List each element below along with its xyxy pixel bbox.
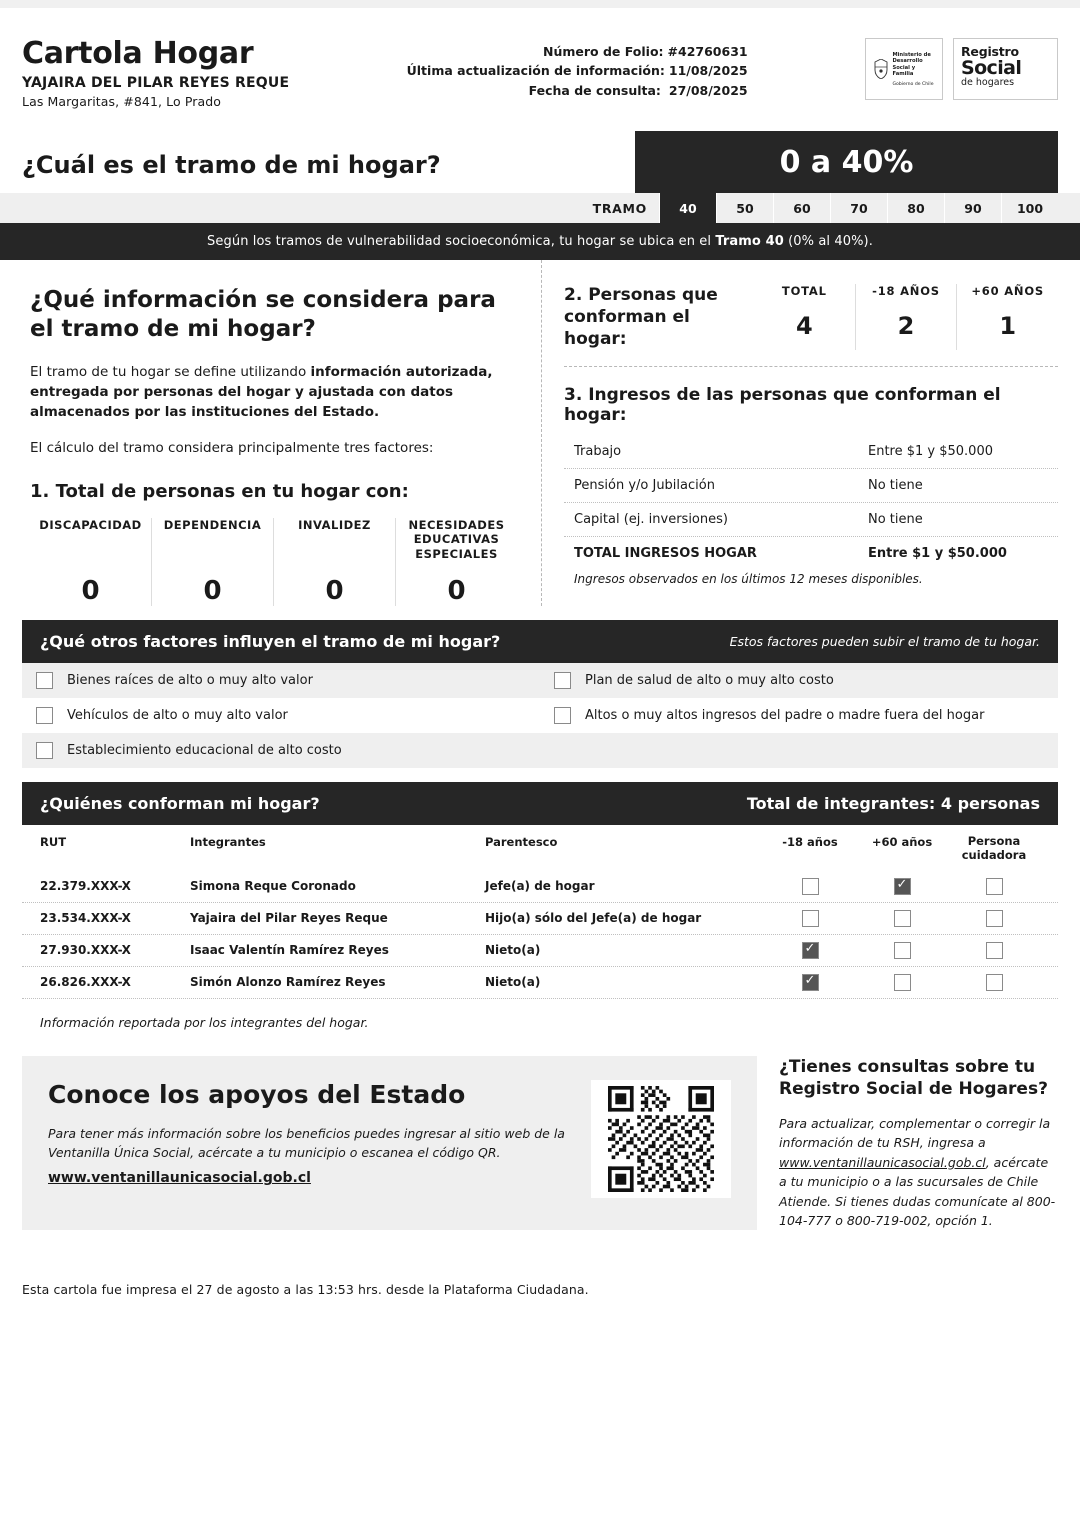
check-bienes-raices[interactable] bbox=[22, 663, 540, 698]
cell-parentesco: Nieto(a) bbox=[485, 975, 541, 990]
apoyos-text: Para tener más información sobre los beneficios puedes ingresar al sitio web de la Ventanilla Única Social, acércate a tu municipio o escanea el código QR. bbox=[48, 1125, 565, 1160]
document-header bbox=[0, 8, 1080, 109]
checkbox-icon[interactable] bbox=[36, 742, 53, 759]
tramo-tick-90: 90 bbox=[944, 193, 1001, 223]
table-row bbox=[22, 935, 1058, 967]
info-p1-pre: El tramo de tu hogar se define utilizando bbox=[30, 363, 311, 380]
coat-of-arms-icon bbox=[874, 59, 888, 79]
ingresos-total-label: TOTAL INGRESOS HOGAR bbox=[574, 546, 757, 562]
rsh-line-1: Registro bbox=[961, 44, 1019, 59]
col-menor18: -18 años bbox=[782, 835, 838, 850]
cell-rut: 26.826.XXX-X bbox=[40, 975, 131, 990]
factor-value: 0 bbox=[447, 576, 466, 607]
ministry-line-2: Desarrollo bbox=[892, 58, 923, 64]
update-label: Última actualización de información: bbox=[406, 63, 665, 79]
strip-bold: Tramo 40 bbox=[715, 234, 784, 249]
personas-col-header: -18 AÑOS bbox=[872, 284, 940, 298]
cell-cuidadora bbox=[948, 942, 1040, 959]
col-parentesco: Parentesco bbox=[485, 835, 558, 850]
factor-discapacidad bbox=[30, 518, 152, 607]
ingresos-row-trabajo bbox=[564, 435, 1058, 469]
tramo-scale-label: TRAMO bbox=[592, 201, 647, 216]
ingresos-note: Ingresos observados en los últimos 12 meses disponibles. bbox=[574, 572, 923, 587]
hogar-band bbox=[22, 782, 1058, 825]
cell-rut: 22.379.XXX-X bbox=[40, 879, 131, 894]
ingresos-title: 3. Ingresos de las personas que conforman el hogar: bbox=[564, 385, 1001, 426]
top-margin bbox=[0, 0, 1080, 8]
check-label: Altos o muy altos ingresos del padre o madre fuera del hogar bbox=[585, 708, 985, 724]
cell-nombre: Isaac Valentín Ramírez Reyes bbox=[190, 943, 389, 958]
check-label: Establecimiento educacional de alto costo bbox=[67, 743, 342, 759]
personas-col-value: 1 bbox=[999, 312, 1017, 340]
ingresos-key: Capital (ej. inversiones) bbox=[574, 512, 728, 528]
tramo-tick-100: 100 bbox=[1001, 193, 1058, 223]
cell-rut: 23.534.XXX-X bbox=[40, 911, 131, 926]
factor-necesidades-educativas bbox=[396, 518, 517, 607]
personas-col-value: 4 bbox=[795, 312, 813, 340]
hogar-footnote: Información reportada por los integrantes del hogar. bbox=[40, 1014, 369, 1030]
ingresos-row-total bbox=[564, 537, 1058, 570]
checkbox-icon[interactable] bbox=[986, 910, 1003, 927]
checkbox-icon[interactable] bbox=[36, 672, 53, 689]
table-row bbox=[22, 871, 1058, 903]
hogar-title: ¿Quiénes conforman mi hogar? bbox=[40, 794, 320, 814]
otros-factores-band bbox=[22, 620, 1058, 663]
cell-cuidadora bbox=[948, 878, 1040, 895]
ingresos-value: No tiene bbox=[868, 512, 923, 528]
apoyos-title: Conoce los apoyos del Estado bbox=[48, 1079, 466, 1109]
check-ingresos-padre-madre[interactable] bbox=[540, 698, 1058, 733]
rsh-line-3: de hogares bbox=[961, 77, 1015, 89]
otros-checks bbox=[22, 663, 1058, 768]
checkbox-icon[interactable] bbox=[986, 942, 1003, 959]
col-cuidadora: Persona cuidadora bbox=[961, 834, 1027, 863]
info-section-1-title: 1. Total de personas en tu hogar con: bbox=[30, 480, 409, 502]
person-name: YAJAIRA DEL PILAR REYES REQUE bbox=[22, 75, 290, 91]
check-label: Bienes raíces de alto o muy alto valor bbox=[67, 673, 313, 689]
tramo-section bbox=[0, 131, 1080, 193]
col-rut: RUT bbox=[40, 835, 67, 850]
cell-cuidadora bbox=[948, 974, 1040, 991]
folio-label: Número de Folio: bbox=[543, 44, 664, 59]
info-paragraph-2: El cálculo del tramo considera principalmente tres factores: bbox=[30, 440, 434, 457]
checkbox-icon[interactable] bbox=[894, 942, 911, 959]
checkbox-icon[interactable] bbox=[802, 878, 819, 895]
cell-menor18 bbox=[764, 878, 856, 895]
info-paragraph-1 bbox=[30, 362, 517, 423]
apoyos-card bbox=[22, 1056, 757, 1230]
tramo-tick-50: 50 bbox=[716, 193, 773, 223]
tramo-tick-60: 60 bbox=[773, 193, 830, 223]
checkbox-icon[interactable] bbox=[554, 707, 571, 724]
ingresos-key: Trabajo bbox=[574, 444, 622, 460]
factor-label: DISCAPACIDAD bbox=[39, 517, 142, 532]
personas-cols bbox=[754, 284, 1058, 350]
consultas-p1: Para actualizar, complementar o corregir la información de tu RSH, ingresa a bbox=[779, 1116, 1051, 1151]
query-label: Fecha de consulta: bbox=[528, 82, 661, 98]
rsh-logo bbox=[953, 38, 1058, 100]
person-address: Las Margaritas, #841, Lo Prado bbox=[22, 94, 222, 109]
check-vehiculos[interactable] bbox=[22, 698, 540, 733]
header-identity bbox=[22, 36, 289, 109]
checkbox-icon[interactable] bbox=[986, 878, 1003, 895]
ministry-line-1: Ministerio de bbox=[892, 51, 931, 58]
checkbox-icon[interactable] bbox=[554, 672, 571, 689]
ingresos-value: Entre $1 y $50.000 bbox=[868, 444, 993, 460]
ministry-line-3: Social y bbox=[892, 64, 916, 71]
ingresos-row-capital bbox=[564, 503, 1058, 537]
ministry-gov: Gobierno de Chile bbox=[892, 81, 934, 87]
rsh-line-2: Social bbox=[961, 57, 1022, 79]
cell-parentesco: Jefe(a) de hogar bbox=[485, 879, 595, 894]
print-note: Esta cartola fue impresa el 27 de agosto a las 13:53 hrs. desde la Plataforma Ciudadana. bbox=[22, 1282, 589, 1298]
ministry-logo bbox=[865, 38, 943, 100]
cell-mayor60 bbox=[856, 974, 948, 991]
cell-mayor60 bbox=[856, 910, 948, 927]
col-integrantes: Integrantes bbox=[190, 835, 266, 850]
check-empty-slot bbox=[540, 733, 1058, 768]
info-title: ¿Qué información se considera para el tramo de mi hogar? bbox=[30, 287, 496, 342]
consultas-text bbox=[779, 1114, 1058, 1230]
factor-value: 0 bbox=[203, 575, 222, 606]
checkbox-icon[interactable] bbox=[894, 910, 911, 927]
apoyos-link[interactable]: www.ventanillaunicasocial.gob.cl bbox=[48, 1170, 311, 1187]
table-row bbox=[22, 903, 1058, 935]
header-logos bbox=[865, 36, 1058, 100]
ingresos-row-pension bbox=[564, 469, 1058, 503]
checkbox-icon[interactable] bbox=[894, 974, 911, 991]
update-value: 11/08/2025 bbox=[668, 63, 748, 79]
check-label: Vehículos de alto o muy alto valor bbox=[67, 708, 288, 724]
hogar-total: Total de integrantes: 4 personas bbox=[746, 794, 1040, 814]
cell-nombre: Simón Alonzo Ramírez Reyes bbox=[190, 975, 386, 990]
qr-code-icon bbox=[597, 1086, 725, 1192]
col-mayor60: +60 años bbox=[871, 835, 933, 850]
factor-invalidez bbox=[274, 518, 396, 607]
check-plan-salud[interactable] bbox=[540, 663, 1058, 698]
scale-pad bbox=[1058, 193, 1080, 223]
tramo-scale bbox=[0, 193, 1080, 223]
ingresos-key: Pensión y/o Jubilación bbox=[574, 478, 715, 494]
factor-value: 0 bbox=[81, 575, 100, 606]
bottom-section bbox=[22, 1056, 1058, 1230]
personas-menor18 bbox=[855, 284, 957, 350]
factor-dependencia bbox=[152, 518, 274, 607]
personas-title: 2. Personas que conforman el hogar: bbox=[564, 285, 718, 350]
qr-code bbox=[591, 1080, 731, 1198]
otros-note: Estos factores pueden subir el tramo de tu hogar. bbox=[729, 634, 1040, 650]
checkbox-checked-icon[interactable] bbox=[802, 942, 819, 959]
checkbox-icon[interactable] bbox=[986, 974, 1003, 991]
personas-col-header: +60 AÑOS bbox=[971, 284, 1044, 298]
check-establecimiento-educacional[interactable] bbox=[22, 733, 540, 768]
header-meta bbox=[407, 36, 748, 100]
cell-menor18 bbox=[764, 910, 856, 927]
ingresos-total-value: Entre $1 y $50.000 bbox=[868, 546, 1007, 562]
personas-mayor60 bbox=[956, 284, 1058, 350]
tramo-tick-80: 80 bbox=[887, 193, 944, 223]
cell-nombre: Yajaira del Pilar Reyes Reque bbox=[190, 911, 388, 926]
strip-post: (0% al 40%). bbox=[783, 234, 873, 249]
ministry-line-4: Familia bbox=[892, 71, 914, 77]
middle-section bbox=[0, 260, 1080, 606]
info-p1-bold: información autorizada, entregada por personas del hogar y ajustada con datos almacenados por las instituciones del Estado. bbox=[30, 363, 493, 420]
checkbox-icon[interactable] bbox=[802, 910, 819, 927]
tramo-question: ¿Cuál es el tramo de mi hogar? bbox=[22, 151, 441, 179]
tramo-value: 0 a 40% bbox=[635, 131, 1058, 193]
factor-label: DEPENDENCIA bbox=[163, 517, 262, 532]
cell-parentesco: Nieto(a) bbox=[485, 943, 541, 958]
hogar-table-header bbox=[22, 825, 1058, 871]
check-label: Plan de salud de alto o muy alto costo bbox=[585, 673, 834, 689]
factor-label: NECESIDADES EDUCATIVAS ESPECIALES bbox=[408, 517, 505, 562]
personas-col-header: TOTAL bbox=[781, 284, 827, 298]
info-column bbox=[22, 260, 542, 606]
cell-mayor60 bbox=[856, 942, 948, 959]
checkbox-checked-icon[interactable] bbox=[802, 974, 819, 991]
folio-value: #42760631 bbox=[667, 44, 748, 59]
consultas-block bbox=[779, 1056, 1058, 1230]
cell-mayor60 bbox=[856, 878, 948, 895]
personas-total bbox=[754, 284, 855, 350]
query-value: 27/08/2025 bbox=[668, 82, 748, 98]
cell-rut: 27.930.XXX-X bbox=[40, 943, 131, 958]
checkbox-checked-icon[interactable] bbox=[894, 878, 911, 895]
cell-cuidadora bbox=[948, 910, 1040, 927]
personas-col-value: 2 bbox=[897, 312, 915, 340]
ingresos-value: No tiene bbox=[868, 478, 923, 494]
consultas-p2: , acércate a tu municipio o a las sucursales de Chile Atiende. Si tienes dudas comunícate al 800-104-777 o 800-719-002, opción 1. bbox=[779, 1154, 1056, 1228]
cell-nombre: Simona Reque Coronado bbox=[190, 879, 356, 894]
otros-title: ¿Qué otros factores influyen el tramo de mi hogar? bbox=[40, 632, 501, 652]
table-row bbox=[22, 967, 1058, 999]
apoyos-text-block bbox=[48, 1080, 588, 1206]
personas-section bbox=[564, 284, 1058, 367]
cell-parentesco: Hijo(a) sólo del Jefe(a) de hogar bbox=[485, 911, 702, 926]
page-title: Cartola Hogar bbox=[22, 36, 254, 71]
tramo-tick-40: 40 bbox=[659, 193, 716, 223]
tramo-strip bbox=[0, 223, 1080, 260]
factors-row bbox=[30, 518, 517, 607]
strip-pre: Según los tramos de vulnerabilidad socioeconómica, tu hogar se ubica en el bbox=[207, 234, 716, 249]
summary-column bbox=[542, 260, 1058, 606]
consultas-title: ¿Tienes consultas sobre tu Registro Social de Hogares? bbox=[779, 1056, 1048, 1099]
checkbox-icon[interactable] bbox=[36, 707, 53, 724]
cell-menor18 bbox=[764, 974, 856, 991]
tramo-tick-70: 70 bbox=[830, 193, 887, 223]
factor-label: INVALIDEZ bbox=[298, 517, 371, 532]
factor-value: 0 bbox=[325, 575, 344, 606]
consultas-link[interactable]: www.ventanillaunicasocial.gob.cl bbox=[779, 1154, 986, 1170]
cell-menor18 bbox=[764, 942, 856, 959]
